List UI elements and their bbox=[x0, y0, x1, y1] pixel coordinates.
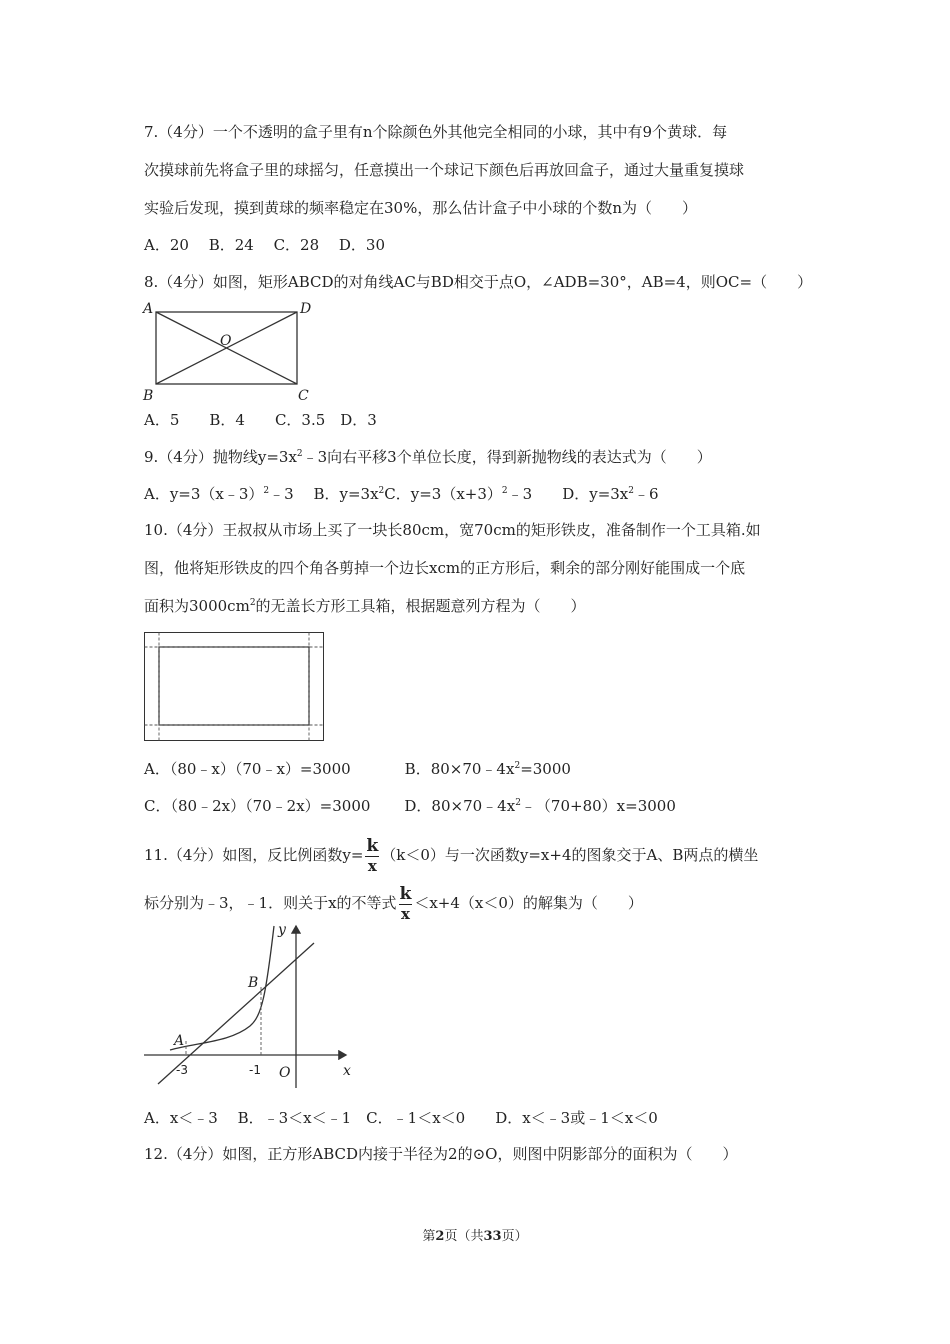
q12-stem: 12.（4分）如图，正方形ABCD内接于半径为2的⊙O，则图中阴影部分的面积为（ ） bbox=[144, 1145, 738, 1163]
q10-line-3: 面积为$3000cm^2$的无盖长方形工具箱，根据题意列方程为（ ） bbox=[144, 597, 586, 615]
box-base bbox=[159, 647, 309, 725]
tick-minus-3: -3 bbox=[176, 1063, 188, 1077]
label-x: x bbox=[343, 1063, 351, 1079]
fraction-k-over-x-2: $\frac{k}{x}$ bbox=[399, 884, 412, 923]
page-footer: 第2页（共33页） bbox=[422, 1229, 528, 1244]
label-o: O bbox=[279, 1065, 291, 1081]
q11-graph-figure bbox=[140, 920, 360, 1088]
label-a: A bbox=[174, 1033, 185, 1049]
q9-options: A．y=3（x﹣3）$^2$﹣3 B．$y=3x^2C$．$y=3(x+3)^2﹣3$ D．$y=3x^2﹣6$ bbox=[144, 485, 659, 503]
q10-options-ab: A．（80﹣x）（70﹣x）=3000 B．$80\times 70﹣4x^2=3000$ bbox=[144, 760, 571, 778]
sheet-outline bbox=[145, 633, 324, 741]
q9-stem: 9.（4分）抛物线$y=3x^2﹣3$向右平移3个单位长度，得到新抛物线的表达式为（ ） bbox=[144, 448, 712, 466]
q7-line-3: 实验后发现，摸到黄球的频率稳定在30%，那么估计盒子中小球的个数n为（ ） bbox=[144, 199, 698, 217]
label-a: A bbox=[143, 301, 154, 317]
label-o: O bbox=[220, 333, 232, 349]
label-y: y bbox=[278, 922, 286, 938]
q10-sheet-figure bbox=[140, 628, 330, 746]
label-b: B bbox=[248, 975, 259, 991]
q8-stem: 8.（4分）如图，矩形ABCD的对角线AC与BD相交于点O，∠ADB=30°，AB=4，则OC=（ ） bbox=[144, 273, 813, 291]
cut-lines bbox=[145, 633, 324, 741]
fraction-k-over-x: $\frac{k}{x}$ bbox=[366, 836, 379, 875]
q7-options: A．20 B．24 C．28 D．30 bbox=[144, 236, 386, 254]
tick-minus-1: -1 bbox=[249, 1063, 261, 1077]
q11-line-1: 11.（4分）如图，反比例函数y= $\frac{k}{x}$ （k＜0）与一次函数y=x+4的图象交于A、B两点的横坐 bbox=[144, 836, 759, 875]
q11-line-2: 标分别为﹣3，﹣1．则关于x的不等式 $\frac{k}{x}$ ＜x+4（x＜0）的解集为（ ） bbox=[144, 884, 643, 923]
q8-rectangle-figure bbox=[140, 298, 320, 406]
label-c: C bbox=[298, 388, 309, 404]
q10-line-2: 图，他将矩形铁皮的四个角各剪掉一个边长xcm的正方形后，剩余的部分刚好能围成一个底 bbox=[144, 559, 746, 577]
q7-line-1: 7.（4分）一个不透明的盒子里有n个除颜色外其他完全相同的小球，其中有9个黄球．每 bbox=[144, 123, 728, 141]
q10-line-1: 10.（4分）王叔叔从市场上买了一块长80cm，宽70cm的矩形铁皮，准备制作一个工具箱.如 bbox=[144, 521, 761, 539]
hyperbola-curve bbox=[170, 926, 274, 1050]
q10-options-cd: C．（80﹣2x）（70﹣2x）=3000 D．$80\times 70﹣4x^2﹣(70+80)x=3000$ bbox=[144, 797, 676, 815]
label-b: B bbox=[143, 388, 154, 404]
q11-options: A．x＜﹣3 B．﹣3＜x＜﹣1 C．﹣1＜x＜0 D．x＜﹣3或﹣1＜x＜0 bbox=[144, 1109, 658, 1127]
label-d: D bbox=[300, 301, 312, 317]
q7-line-2: 次摸球前先将盒子里的球摇匀，任意摸出一个球记下颜色后再放回盒子，通过大量重复摸球 bbox=[144, 161, 745, 179]
q8-options: A．5 B．4 C．3.5 D．3 bbox=[144, 411, 377, 429]
